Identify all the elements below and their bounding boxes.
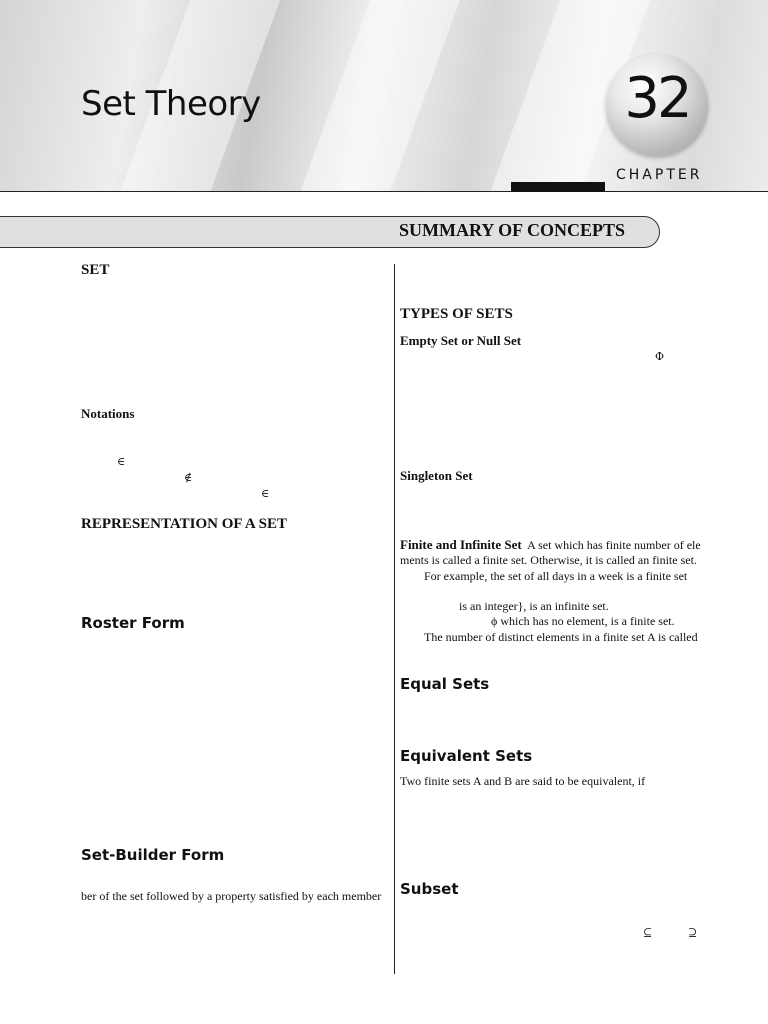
- set-builder-text: ber of the set followed by a property satisfied by each member: [81, 889, 382, 903]
- heading-subset: Subset: [400, 880, 459, 898]
- page-title: Set Theory: [81, 84, 261, 124]
- heading-types-of-sets: TYPES OF SETS: [400, 306, 513, 322]
- chapter-label: CHAPTER: [616, 167, 703, 183]
- finite-paragraph-line: For example, the set of all days in a week is a finite set: [424, 569, 688, 583]
- equivalent-text: Two finite sets A and B are said to be equivalent, if: [400, 774, 646, 788]
- finite-text: A set which has finite number of ele: [527, 538, 701, 552]
- element-of-symbol: ∈: [117, 455, 126, 468]
- finite-paragraph-line: ϕ which has no element, is a finite set.: [491, 614, 675, 628]
- heading-empty-set: Empty Set or Null Set: [400, 333, 522, 348]
- chapter-tab: [511, 182, 605, 192]
- section-banner-title: SUMMARY OF CONCEPTS: [399, 220, 626, 240]
- chapter-number: 32: [624, 66, 690, 131]
- column-divider: [394, 264, 395, 974]
- superset-symbol: ⊇: [688, 926, 698, 939]
- finite-paragraph-line: [400, 537, 701, 553]
- heading-singleton-set: Singleton Set: [400, 468, 473, 483]
- not-element-of-symbol: ∉: [184, 471, 193, 484]
- finite-paragraph-line: ments is called a finite set. Otherwise, it is called an finite set.: [400, 553, 697, 567]
- subset-symbol: ⊆: [643, 926, 653, 939]
- finite-paragraph-line: The number of distinct elements in a finite set A is called: [424, 630, 698, 644]
- finite-paragraph-line: is an integer}, is an infinite set.: [459, 599, 609, 613]
- heading-set-builder-form: Set-Builder Form: [81, 846, 225, 864]
- phi-symbol: Φ: [655, 350, 665, 363]
- heading-set: SET: [81, 262, 110, 278]
- heading-equivalent-sets: Equivalent Sets: [400, 747, 533, 765]
- heading-roster-form: Roster Form: [81, 614, 185, 632]
- heading-notations: Notations: [81, 406, 135, 421]
- heading-finite-infinite-set: Finite and Infinite Set: [400, 537, 522, 552]
- element-of-symbol: ∈: [261, 487, 270, 500]
- heading-equal-sets: Equal Sets: [400, 675, 490, 693]
- header-decoration: [275, 0, 474, 192]
- heading-representation: REPRESENTATION OF A SET: [81, 516, 288, 532]
- header-rule: [0, 191, 768, 192]
